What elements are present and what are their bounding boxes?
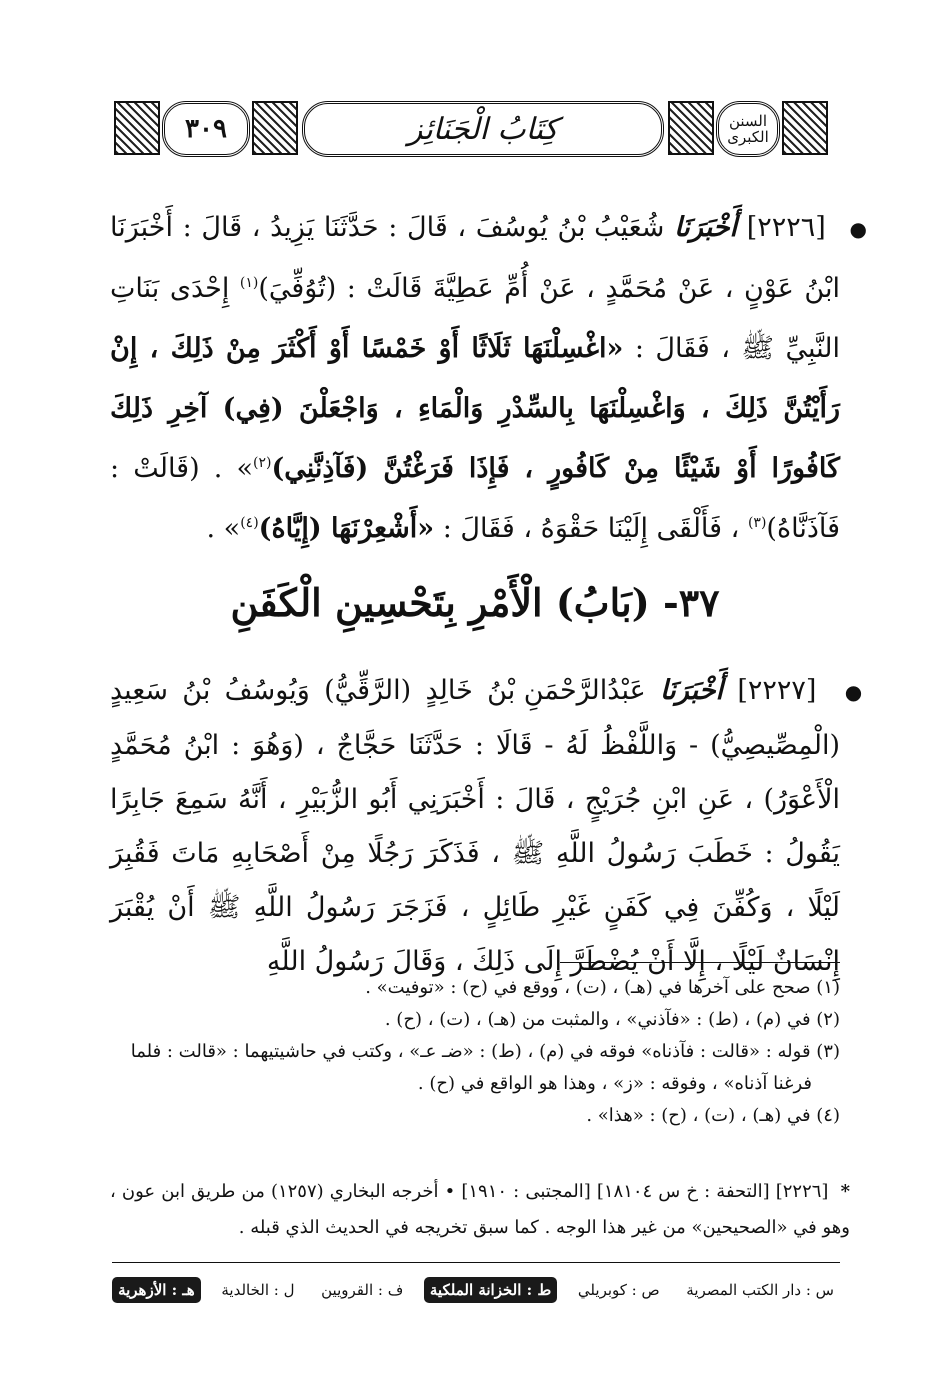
hadith-text: شُعَيْبُ بْنُ يُوسُفَ ، قَالَ : حَدَّثَنَا يَزِيدُ ، قَالَ : أَخْبَرَنَا ابْنُ عَوْنٍ ، عَنْ مُحَمَّدٍ ، عَنْ أُمِّ عَطِيَّةَ قَالَتْ : (تُوُفِّيَ) <box>110 212 840 304</box>
hadith-text: إِحْدَى بَنَاتِ النَّبِيِّ ﷺ ، فَقَالَ : <box>110 273 841 364</box>
page-header <box>112 100 830 158</box>
ornament-left <box>114 101 160 155</box>
footnote-item: فرغنا آذناه» ، وفوقه : «ز» ، وهذا هو الواقع في (ح) . <box>417 1073 812 1094</box>
footnotes <box>110 972 840 1132</box>
page-number: ٣٠٩ <box>162 101 250 157</box>
siglum-item: ط : الخزانة الملكية <box>424 1277 557 1303</box>
star-icon: * <box>840 1181 850 1202</box>
siglum-item: ف : القرويين <box>321 1281 404 1299</box>
series-logo: السنن الكبرى <box>716 101 780 157</box>
siglum-item: س : دار الكتب المصرية <box>686 1281 834 1299</box>
ornament-mid-right <box>668 101 714 155</box>
footnote-ref: (٤) <box>240 515 259 531</box>
hadith-text: عَبْدُالرَّحْمَنِ بْنُ خَالِدٍ (الرَّقِّيُّ) وَيُوسُفُ بْنُ سَعِيدٍ (الْمِصِّيصِيُّ) - وَاللَّفْظُ لَهُ - قَالَا : حَدَّثَنَا حَجَّاجٌ ، (وَهُوَ : ابْنُ مُحَمَّدٍ الْأَعْوَرُ) ، عَنِ ابْنِ جُرَيْجٍ ، قَالَ : أَخْبَرَنِي أَبُو الزُّبَيْرِ ، أَنَّهُ سَمِعَ جَابِرًا يَقُولُ : خَطَبَ رَسُولُ اللَّهِ ﷺ ، فَذَكَرَ رَجُلًا مِنْ أَصْحَابِهِ مَاتَ فَقُبِرَ لَيْلًا ، وَكُفِّنَ فِي كَفَنٍ غَيْرِ طَائِلٍ ، فَزَجَرَ رَسُولُ اللَّهِ ﷺ أَنْ يُقْبَرَ إِنْسَانٌ لَيْلًا ، إِلَّا أَنْ يُضْطَرَّ إِلَى ذَلِكَ ، وَقَالَ رَسُولُ اللَّهِ <box>110 675 840 977</box>
footnote-item: (٢) في (م) ، (ط) : «فآذني» ، والمثبت من (هـ) ، (ت) ، (ح) . <box>384 1009 840 1030</box>
prophetic-quote: «اغْسِلْنَهَا ثَلَاثًا أَوْ خَمْسًا أَوْ أَكْثَرَ مِنْ ذَلِكَ ، إِنْ رَأَيْتُنَّ ذَلِكَ ، وَاغْسِلْنَهَا بِالسِّدْرِ وَالْمَاءِ ، وَاجْعَلْنَ (فِي) آخِرِ ذَلِكَ كَافُورًا أَوْ شَيْئًا مِنْ كَافُورٍ ، فَإِذَا فَرَغْتُنَّ (فَآذِنَّنِي) <box>110 333 840 484</box>
siglum-item: هـ : الأزهرية <box>112 1277 201 1303</box>
footnote-divider <box>560 962 840 963</box>
bullet-icon: ● <box>844 680 868 704</box>
hadith-2227 <box>110 664 868 989</box>
footnote-ref: (٣) <box>747 515 767 531</box>
section-title: ٣٧- (بَابُ) الْأَمْرِ بِتَحْسِينِ الْكَفَنِ <box>230 580 720 625</box>
book-title: كِتَابُ الْجَنَائِز <box>302 101 664 157</box>
akhbarana-word: أَخْبَرَنَا <box>674 212 738 243</box>
siglum-item: ص : كوبريلي <box>577 1281 660 1299</box>
prophetic-quote: «أَشْعِرْنَهَا (إِيَّاهُ) <box>258 513 435 544</box>
footnote-ref: (٢) <box>252 455 272 471</box>
sigla-divider <box>112 1262 840 1263</box>
footnote-ref: (١) <box>239 275 259 291</box>
akhbarana-word: أَخْبَرَنَا <box>660 675 724 706</box>
hadith-text: » . <box>206 513 241 544</box>
bullet-icon: ● <box>849 217 868 241</box>
takhrij-note <box>110 1174 850 1246</box>
ornament-mid-left <box>252 101 298 155</box>
ornament-right <box>782 101 828 155</box>
hadith-2226 <box>110 198 868 559</box>
hadith-text: » . (قَالَتْ : فَآذَنَّاهُ) <box>110 453 840 544</box>
takhrij-text: [٢٢٢٦] [التحفة : خ س ١٨١٠٤] [المجتبى : ١٩١٠] • أخرجه البخاري (١٢٥٧) من طريق ابن عون ، وهو في «الصحيحين» من غير هذا الوجه . كما سبق تخريجه في الحديث الذي قبله . <box>110 1181 850 1238</box>
footnote-item: (٤) في (هـ) ، (ت) ، (ح) : «هذا» . <box>586 1105 840 1126</box>
siglum-item: ل : الخالدية <box>221 1281 295 1299</box>
hadith-number: [٢٢٢٧] <box>737 675 817 706</box>
hadith-number: [٢٢٢٦] <box>746 212 826 243</box>
footnote-item: (١) صحح على آخرها في (هـ) ، (ت) ، ووقع في (ح) : «توفيت» . <box>365 977 840 998</box>
manuscript-sigla <box>112 1270 840 1310</box>
hadith-text: ، فَأَلْقَى إِلَيْنَا حَقْوَهُ ، فَقَالَ : <box>442 513 748 544</box>
footnote-item: (٣) قوله : «قالت : فآذناه» فوقه في (م) ، (ط) : «ضـ عـ» ، وكتب في حاشيتيهما : «قالت : فلما <box>130 1041 840 1062</box>
